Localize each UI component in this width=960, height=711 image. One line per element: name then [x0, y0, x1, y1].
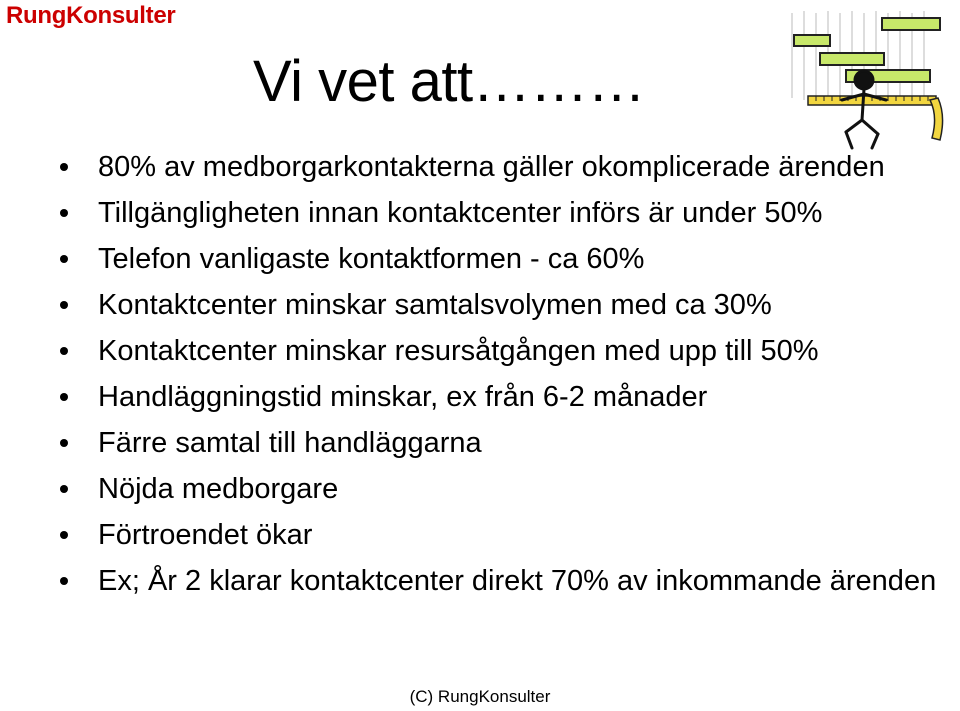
- slide-title: Vi vet att………: [253, 49, 646, 114]
- bullet-item: [60, 196, 955, 231]
- bullet-item: [60, 564, 955, 599]
- measuring-person-illustration: [780, 8, 960, 158]
- bullet-text: Kontaktcenter minskar samtalsvolymen med ca 30%: [98, 289, 772, 321]
- bullet-text: Tillgängligheten innan kontaktcenter införs är under 50%: [98, 197, 823, 229]
- bullet-dot-icon: [60, 255, 68, 263]
- bullet-dot-icon: [60, 531, 68, 539]
- bullet-item: [60, 472, 955, 507]
- bullet-item: [60, 288, 955, 323]
- bullet-dot-icon: [60, 485, 68, 493]
- bullet-dot-icon: [60, 347, 68, 355]
- bullet-dot-icon: [60, 439, 68, 447]
- brand-logo: RungKonsulter: [6, 2, 176, 29]
- bullet-list: [60, 150, 955, 610]
- bullet-dot-icon: [60, 209, 68, 217]
- bullet-item: [60, 518, 955, 553]
- bullet-text: Handläggningstid minskar, ex från 6-2 månader: [98, 381, 708, 413]
- bullet-text: Kontaktcenter minskar resursåtgången med upp till 50%: [98, 335, 819, 367]
- bullet-item: [60, 380, 955, 415]
- bullet-dot-icon: [60, 301, 68, 309]
- bullet-text: Förtroendet ökar: [98, 519, 313, 551]
- bullet-text: Färre samtal till handläggarna: [98, 427, 482, 459]
- footer-copyright: (C) RungKonsulter: [409, 687, 551, 706]
- bullet-dot-icon: [60, 577, 68, 585]
- bullet-dot-icon: [60, 163, 68, 171]
- bullet-dot-icon: [60, 393, 68, 401]
- bullet-text: 80% av medborgarkontakterna gäller okomplicerade ärenden: [98, 151, 885, 183]
- bullet-item: [60, 150, 955, 185]
- bullet-text: Nöjda medborgare: [98, 473, 339, 505]
- bullet-item: [60, 242, 955, 277]
- bullet-item: [60, 334, 955, 369]
- bullet-text: Ex; År 2 klarar kontaktcenter direkt 70% av inkommande ärenden: [98, 565, 937, 597]
- bullet-item: [60, 426, 955, 461]
- bullet-text: Telefon vanligaste kontaktformen - ca 60%: [98, 243, 645, 275]
